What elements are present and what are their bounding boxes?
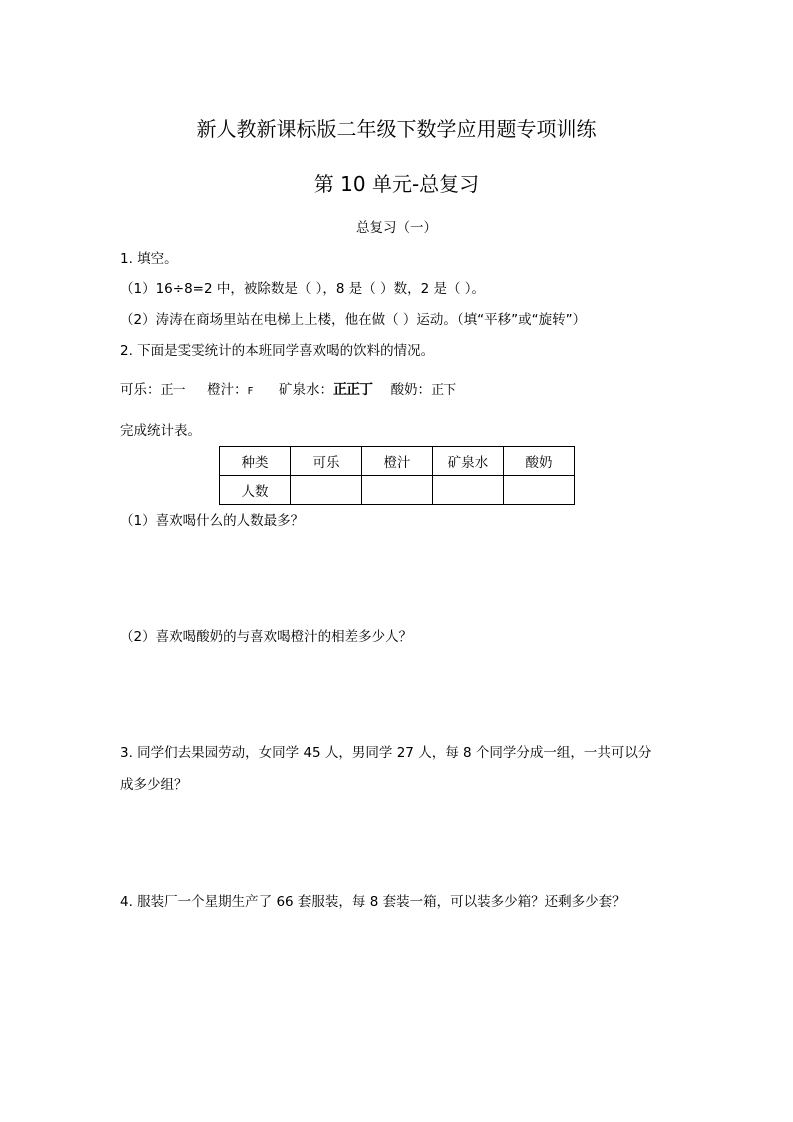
table-answer-cell[interactable]	[504, 476, 575, 505]
statistics-table	[219, 446, 575, 505]
table-row	[220, 476, 575, 505]
q1-part1: （1）16÷8=2 中，被除数是（ ），8 是（ ）数，2 是（ ）。	[120, 281, 485, 297]
table-header-cell: 橙汁	[362, 447, 433, 476]
q2-heading: 2. 下面是雯雯统计的本班同学喜欢喝的饮料的情况。	[120, 343, 435, 359]
tally-mark-yogurt: 正下	[431, 383, 456, 398]
q3-line2: 成多少组？	[120, 777, 188, 793]
table-answer-cell[interactable]	[362, 476, 433, 505]
table-header-cell: 酸奶	[504, 447, 575, 476]
table-answer-cell[interactable]	[433, 476, 504, 505]
tally-label-cola: 可乐：	[120, 382, 161, 398]
q2-tally-row	[120, 378, 455, 399]
q2-sub1: （1）喜欢喝什么的人数最多？	[120, 513, 305, 529]
table-answer-cell[interactable]	[291, 476, 362, 505]
tally-label-water: 矿泉水：	[278, 382, 333, 398]
q3-line1: 3. 同学们去果园劳动，女同学 45 人，男同学 27 人，每 8 个同学分成一组，一共可以分	[120, 745, 652, 761]
q4-line1: 4. 服装厂一个星期生产了 66 套服装，每 8 套装一箱，可以装多少箱？还剩多少套？	[120, 894, 626, 910]
q2-instruction: 完成统计表。	[120, 423, 201, 439]
q1-heading: 1. 填空。	[120, 251, 178, 267]
tally-mark-cola: 正一	[160, 383, 185, 398]
tally-label-yogurt: 酸奶：	[390, 382, 432, 398]
q2-sub2: （2）喜欢喝酸奶的与喜欢喝橙汁的相差多少人？	[120, 629, 413, 645]
document-title: 新人教新课标版二年级下数学应用题专项训练	[196, 117, 597, 141]
table-row-label: 人数	[220, 476, 291, 505]
unit-title: 第 10 单元-总复习	[313, 172, 480, 196]
q1-part2: （2）涛涛在商场里站在电梯上上楼，他在做（ ）运动。（填“平移”或“旋转”）	[120, 312, 587, 328]
table-header-cell: 种类	[220, 447, 291, 476]
tally-mark-orange: F	[247, 386, 253, 397]
tally-mark-water: 正正丁	[332, 382, 372, 398]
section-title: 总复习（一）	[356, 220, 437, 236]
tally-label-orange: 橙汁：	[207, 382, 248, 398]
table-header-row	[220, 447, 575, 476]
table-header-cell: 矿泉水	[433, 447, 504, 476]
table-header-cell: 可乐	[291, 447, 362, 476]
